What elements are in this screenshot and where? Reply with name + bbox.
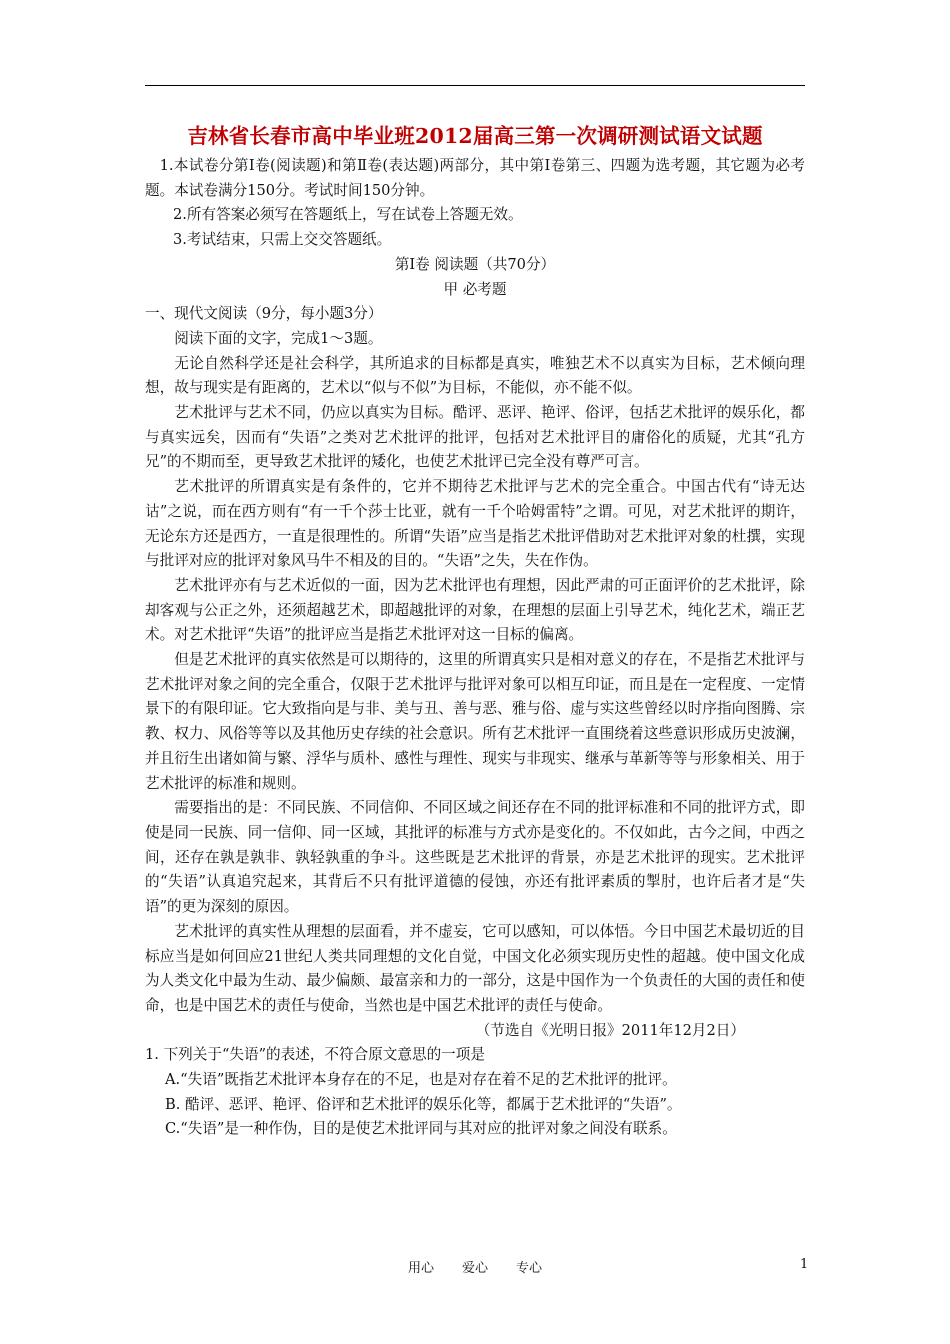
reading-prompt: 阅读下面的文字，完成1～3题。 bbox=[174, 329, 383, 347]
question-option-b: B. 酷评、恶评、艳评、俗评和艺术批评的娱乐化等，都属于艺术批评的“失语”。 bbox=[165, 1095, 682, 1113]
passage-paragraph: 艺术批评的真实性从理想的层面看，并不虚妄，它可以感知，可以体悟。今日中国艺术最切近的目标应当是如何回应21世纪人类共同理想的文化自觉，中国文化必须实现历史性的超越。使中国文化成为人类文化中最为生动、最少偏颇、最富亲和力的一部分，这是中国作为一个负责任的大国的责任和使命，也是中国艺术的责任与使命，当然也是中国艺术批评的责任与使命。 bbox=[145, 922, 805, 1014]
page-footer bbox=[0, 1257, 950, 1277]
passage-source: （节选自《光明日报》2011年12月2日） bbox=[475, 1021, 745, 1039]
instruction-2: 2.所有答案必须写在答题纸上，写在试卷上答题无效。 bbox=[173, 206, 523, 224]
question-stem: 1. 下列关于“失语”的表述，不符合原文意思的一项是 bbox=[145, 1046, 485, 1064]
footer-item: 爱心 bbox=[461, 1261, 488, 1276]
passage-paragraph: 无论自然科学还是社会科学，其所追求的目标都是真实，唯独艺术不以真实为目标，艺术倾向理想，故与现实是有距离的，艺术以“似与不似”为目标，不能似，亦不能不似。 bbox=[145, 354, 805, 397]
passage-paragraph: 艺术批评亦有与艺术近似的一面，因为艺术批评也有理想，因此严肃的可正面评价的艺术批评，除却客观与公正之外，还须超越艺术，即超越批评的对象，在理想的层面上引导艺术，纯化艺术，端正艺术。对艺术批评“失语”的批评应当是指艺术批评对这一目标的偏离。 bbox=[145, 576, 805, 644]
passage-paragraph: 但是艺术批评的真实依然是可以期待的，这里的所谓真实只是相对意义的存在，不是指艺术批评与艺术批评对象之间的完全重合，仅限于艺术批评与批评对象可以相互印证，而且是在一定程度、一定情景下的有限印证。它大致指向是与非、美与丑、善与恶、雅与俗、虚与实这些曾经以时序指向图腾、宗教、权力、风俗等等以及其他历史存续的社会意识。所有艺术批评一直围绕着这些意识形成历史波澜，并且衍生出诸如简与繁、浮华与质朴、感性与理性、现实与非现实、继承与革新等等与形象相关、用于艺术批评的标准和规则。 bbox=[145, 651, 805, 792]
passage-paragraph: 需要指出的是：不同民族、不同信仰、不同区域之间还存在不同的批评标准和不同的批评方式，即使是同一民族、同一信仰、同一区域，其批评的标准与方式亦是变化的。不仅如此，古今之间，中西之间，还存在孰是孰非、孰轻孰重的争斗。这些既是艺术批评的背景，亦是艺术批评的现实。艺术批评的“失语”认真追究起来，其背后不只有批评道德的侵蚀，亦还有批评素质的掣肘，也许后者才是“失语”的更为深刻的原因。 bbox=[145, 799, 805, 916]
sub-heading: 甲 必考题 bbox=[443, 280, 507, 298]
part-heading: 第Ⅰ卷 阅读题（共70分） bbox=[394, 255, 556, 273]
question-option-a: A.“失语”既指艺术批评本身存在的不足，也是对存在着不足的艺术批评的批评。 bbox=[165, 1071, 677, 1089]
instruction-1: 1.本试卷分第Ⅰ卷(阅读题)和第Ⅱ卷(表达题)两部分，其中第Ⅰ卷第三、四题为选考题，其它题为必考题。本试卷满分150分。考试时间150分钟。 bbox=[145, 157, 805, 199]
passage-paragraph: 艺术批评的所谓真实是有条件的，它并不期待艺术批评与艺术的完全重合。中国古代有“诗无达诂”之说，而在西方则有“有一千个莎士比亚，就有一千个哈姆雷特”之谓。可见，对艺术批评的期许，无论东方还是西方，一直是很理性的。所谓“失语”应当是指艺术批评借助对艺术批评对象的杜撰，实现与批评对应的批评对象风马牛不相及的目的。“失语”之失，失在作伪。 bbox=[145, 478, 805, 570]
section-heading: 一、现代文阅读（9分，每小题3分） bbox=[145, 305, 383, 323]
header-rule bbox=[145, 85, 805, 86]
question-option-c: C.“失语”是一种作伪，目的是使艺术批评同与其对应的批评对象之间没有联系。 bbox=[165, 1120, 677, 1138]
page-number: 1 bbox=[800, 1257, 809, 1272]
footer-item: 专心 bbox=[516, 1261, 543, 1276]
document-title: 吉林省长春市高中毕业班2012届高三第一次调研测试语文试题 bbox=[187, 124, 763, 148]
footer-item: 用心 bbox=[407, 1261, 434, 1276]
passage-paragraph: 艺术批评与艺术不同，仍应以真实为目标。酷评、恶评、艳评、俗评，包括艺术批评的娱乐化，都与真实远矣，因而有“失语”之类对艺术批评的批评，包括对艺术批评目的庸俗化的质疑，尤其“孔方兄”的不期而至，更导致艺术批评的矮化，也使艺术批评已完全没有尊严可言。 bbox=[145, 404, 805, 471]
document-page bbox=[145, 122, 805, 1142]
instruction-3: 3.考试结束，只需上交交答题纸。 bbox=[173, 231, 392, 249]
